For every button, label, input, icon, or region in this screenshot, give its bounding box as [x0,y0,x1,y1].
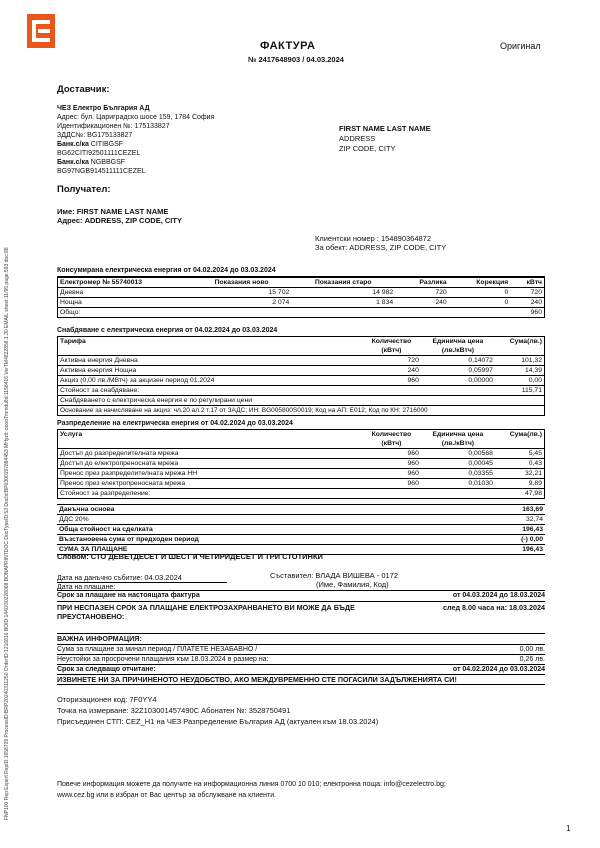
apology-text: ИЗВИНЕТЕ НИ ЗА ПРИЧИНЕНОТО НЕУДОБСТВО, АКО МЕЖДУВРЕМЕННО СТЕ ПОГАСИЛИ ЗАДЪЛЖЕНИЯТА СИ! [57,675,457,684]
supply-section [57,326,545,416]
addressee-name: FIRST NAME LAST NAME [339,124,431,133]
vat-row: ДДС 20% 32,74 [59,516,543,523]
authorization-block [57,694,378,727]
recipient-name: Име: FIRST NAME LAST NAME [57,207,169,216]
supplier-bank2: Банк.с/ка NGBBGSF [57,159,126,166]
col-new: Показания ново [214,279,269,286]
table-row: Достъп до разпределителната мрежа 960 0,00568 5,45 [58,449,545,459]
supplier-bank1: Банк.с/ка CITIBGSF [57,141,124,148]
supply-table: Тарифа Количество Единична цена Сума(лв.) (кВтч) (лв./кВтч) Активна енергия Дневна 720 0,14072 101,32 Активна енергия Нощна 240 0,05997 14,39 Акциз (0,00 лв./МВтч) за акцизен период 01.2024 960 0,00000 0,00 Стойност за снабдяване: 115,71 Снабдяването с електрическа енергия е по регулирани цени Основание за начисляване на акциз: чл.20 ал.2 т.17 от ЗАДС; ИН: BG005800S0019; Код на АП: E012; Код по КН: 2716000 [57,336,545,416]
payable-row: СУМА ЗА ПЛАЩАНЕ 196,43 [59,546,543,553]
recipient-address: Адрес: ADDRESS, ZIP CODE, CITY [57,216,182,225]
table-row: Достъп до електропреносната мрежа 960 0,00045 0,43 [58,459,545,469]
totals-section [57,504,545,555]
consumption-heading: Консумирана електрическа енергия от 04.02.2024 до 03.03.2024 [57,266,545,277]
col-quantity: Количество [371,338,412,345]
side-print-code: FNP100 Rep:Expert RepID:1658709 ProcessID:BRP20240311250 OrderID:1216816 BOID:1440/30228068 BONAPRINTDOC DocTypeID:53 DocId:BP0300197884453 MHyzil: ooooTmmdu8d:1158416 VerTM4822856.1.30 EMAIL sheet:11/95 page:593 doc:88 [4,247,10,820]
important-heading: ВАЖНА ИНФОРМАЦИЯ: [57,634,142,643]
col-old: Показания старо [314,279,372,286]
penalty-value: 0,26 лв. [519,656,545,663]
table-row: Дневна 15 702 14 982 720 0 720 [58,288,545,298]
supply-heading: Снабдяване с електрическа енергия от 04.02.2024 до 03.03.2024 [57,327,278,334]
payment-date-label: Дата на плащане: [57,584,116,591]
restored-row: Възстановена сума от предходен период (-) 0,00 [59,536,543,543]
supplier-name: ЧЕЗ Електро България АД [57,105,150,112]
col-tariff: Тарифа [60,338,86,345]
distribution-section [57,419,545,499]
col-unit-price: Единична цена [432,338,484,345]
client-block [315,234,446,252]
consumption-section [57,266,545,318]
table-row-total: Общо: 960 [58,308,545,318]
due-value: от 04.03.2024 до 18.03.2024 [452,592,545,599]
tax-event-label: Дата на данъчно събитие: [57,575,143,582]
past-due-value: 0,00 лв. [519,646,545,653]
supply-note: Снабдяването с електрическа енергия е по регулирани цени [58,396,545,406]
supplier-block [57,104,317,176]
copy-label: Оригинал [500,41,541,51]
metering-point: Точка на измерване: 32Z103001457490C Абонатен №: 3528750491 [57,706,291,715]
supplier-id: Идентификационен №: 175133827 [57,123,170,130]
deal-row: Обща стойност на сделката 196,43 [59,526,543,533]
table-row: Активна енергия Нощна 240 0,05997 14,39 [58,366,545,376]
compiler-block [270,571,398,589]
recipient-heading: Получател: [57,184,111,195]
excise-note: Основание за начисляване на акциз: чл.20 ал.2 т.17 от ЗАДС; ИН: BG005800S0019; Код на АП: E012; Код по КН: 2716000 [58,406,545,416]
invoice-title: ФАКТУРА [260,40,316,52]
compiler-name: ВЛАДА ВИШЕВА - 0172 [315,571,399,580]
table-row: Пренос през разпределителната мрежа НН 960 0,03355 32,21 [58,469,545,479]
footer-line1: Повече информация можете да получите на информационна линия 0700 10 010; електронна поща: info@cezelectro.bg; [57,781,446,788]
distribution-table: Услуга Количество Единична цена Сума(лв.) (кВтч) (лв./кВтч) Достъп до разпределителната мрежа 960 0,00568 5,45 Достъп до електропреносната мрежа 960 0,00045 0,43 Пренос през разпределителната мрежа НН 960 0,03355 32,21 Пренос през електропреносната мрежа 960 0,01030 9,89 Стойност за разпределение: 47,98 [57,429,545,499]
next-reading-value: от 04.02.2024 до 03.03.2024 [452,666,545,673]
cez-logo [27,14,55,48]
supplier-vat: ЗДДС№: BG175133827 [57,132,133,139]
col-quantity: Количество [371,431,412,438]
totals-table [57,504,545,555]
addressee-address: ADDRESS [339,134,376,143]
next-reading-label: Срок за следващо отчитане: [57,666,156,673]
table-row: Пренос през електропреносната мрежа 960 0,01030 9,89 [58,479,545,489]
for-object: За обект: ADDRESS, ZIP CODE, CITY [315,243,447,252]
warning-value: след 8.00 часа на: 18.03.2024 [443,603,545,612]
col-meter: Електромер № 55740013 [60,279,143,286]
distribution-heading: Разпределение на електрическа енергия от 04.02.2024 до 03.03.2024 [57,420,293,427]
footer [57,779,446,801]
recipient-block [57,207,182,225]
addressee-block [339,124,431,154]
supplier-heading: Доставчик: [57,84,110,95]
col-diff: Разлика [419,279,447,286]
col-sum: Сума(лв.) [509,338,542,345]
tax-base-row: Данъчна основа 163,69 [59,506,543,513]
col-unit-price: Единична цена [432,431,484,438]
invoice-number: № 2417648903 / 04.03.2024 [248,55,344,64]
consumption-table [57,277,545,318]
addressee-city: ZIP CODE, CITY [339,144,396,153]
supplier-iban2: BG97NGB914511111CEZEL [57,168,146,175]
warning-line1: ПРИ НЕСПАЗЕН СРОК ЗА ПЛАЩАНЕ ЕЛЕКТРОЗАХРАНВАНЕТО ВИ МОЖЕ ДА БЪДЕ [57,603,355,612]
client-number: Клиентски номер : 154890364872 [315,234,432,243]
compiler-label: Съставител: [270,571,314,580]
supplier-address: Адрес: бул. Цариградско шосе 159, 1784 София [57,114,215,121]
due-section [57,590,545,621]
penalty-label: Неустойки за просрочени плащания към 18.03.2024 в размер на: [57,656,269,663]
important-section [57,633,545,685]
tax-event-date: 04.03.2024 [144,573,182,582]
footer-line2: www.cez.bg или в избран от Вас център за обслужване на клиенти. [57,792,277,799]
table-row-total: Стойност за разпределение: 47,98 [58,489,545,499]
due-label: Срок за плащане на настоящата фактура [57,592,200,599]
warning-line2: ПРЕУСТАНОВЕНО: [57,612,125,621]
supplier-iban1: BG62CITI92501111CEZEL [57,150,141,157]
col-sum: Сума(лв.) [509,431,542,438]
col-service: Услуга [60,431,83,438]
col-kwh: кВтч [526,279,542,286]
amount-in-words: Словом: СТО ДЕВЕТДЕСЕТ И ШЕСТ и ЧЕТИРИДЕСЕТ И ТРИ СТОТИНКИ [57,552,323,561]
table-row-total: Стойност за снабдяване: 115,71 [58,386,545,396]
page-number: 1 [566,824,571,833]
authorization-code: Оторизационен код: 7F0YY4 [57,695,157,704]
table-row: Акциз (0,00 лв./МВтч) за акцизен период 01.2024 960 0,00000 0,00 [58,376,545,386]
past-due-label: Сума за плащане за минал период / ПЛАТЕТЕ НЕЗАБАВНО / [57,646,258,653]
table-row: Активна енергия Дневна 720 0,14072 101,32 [58,356,545,366]
compiler-sub: (Име, Фамилия, Код) [316,580,389,589]
connected-info: Присъединен СТП: CEZ_H1 на ЧЕЗ Разпределение България АД (актуален към 18.03.2024) [57,717,379,726]
table-row: Нощна 2 074 1 834 240 0 240 [58,298,545,308]
col-correction: Корекция [476,279,509,286]
